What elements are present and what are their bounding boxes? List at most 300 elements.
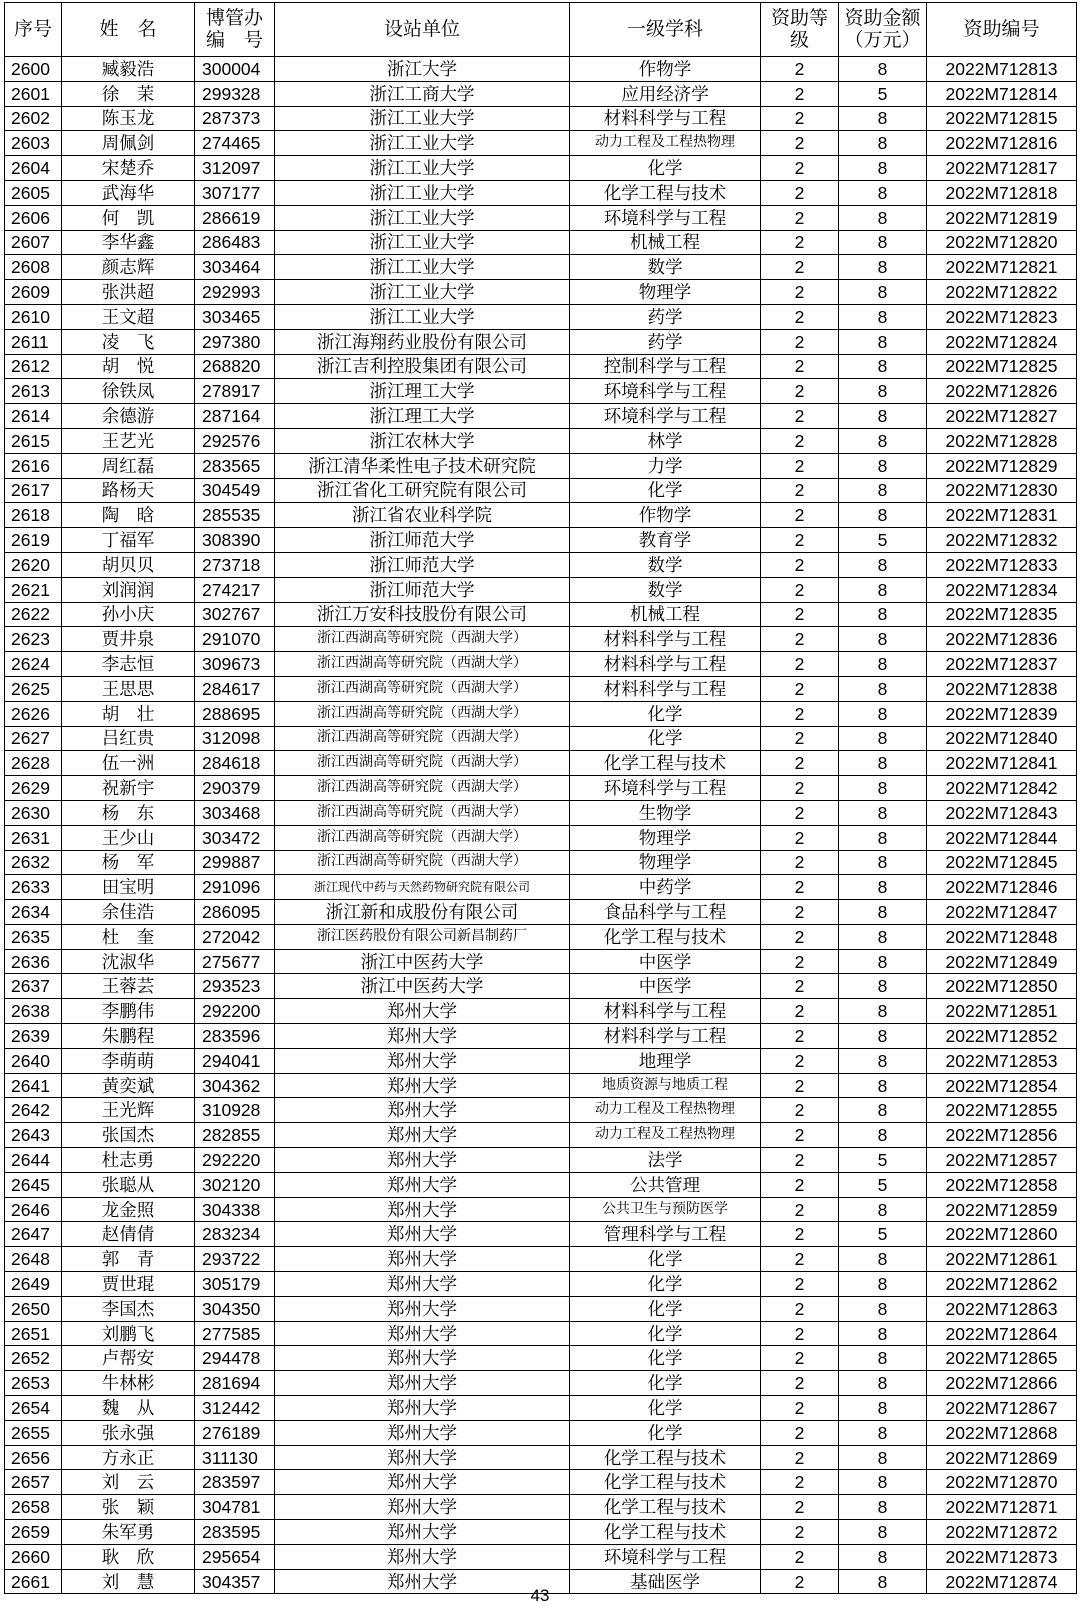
name-cell: 田宝明 (62, 875, 195, 900)
code-cell: 2022M712855 (927, 1098, 1077, 1123)
id-cell: 283234 (195, 1222, 275, 1247)
amount-cell: 8 (839, 602, 927, 627)
table-row (5, 924, 1077, 949)
discipline-cell: 环境科学与工程 (570, 1544, 761, 1569)
discipline-cell: 教育学 (570, 528, 761, 553)
amount-cell: 8 (839, 825, 927, 850)
seq-cell: 2621 (5, 577, 62, 602)
code-cell: 2022M712826 (927, 379, 1077, 404)
id-cell: 293523 (195, 974, 275, 999)
grade-cell: 2 (761, 627, 839, 652)
discipline-cell: 化学 (570, 1247, 761, 1272)
code-cell: 2022M712844 (927, 825, 1077, 850)
code-cell: 2022M712817 (927, 156, 1077, 181)
table-row (5, 131, 1077, 156)
code-cell: 2022M712835 (927, 602, 1077, 627)
institution-cell: 浙江工业大学 (275, 280, 570, 305)
seq-cell: 2644 (5, 1148, 62, 1173)
code-cell: 2022M712822 (927, 280, 1077, 305)
table-row (5, 57, 1077, 82)
amount-cell: 5 (839, 1172, 927, 1197)
institution-cell: 郑州大学 (275, 1321, 570, 1346)
discipline-cell: 地理学 (570, 1048, 761, 1073)
grade-cell: 2 (761, 1420, 839, 1445)
amount-cell: 8 (839, 924, 927, 949)
grade-cell: 2 (761, 503, 839, 528)
id-cell: 290379 (195, 776, 275, 801)
id-cell: 304362 (195, 1073, 275, 1098)
seq-cell: 2610 (5, 304, 62, 329)
amount-cell: 8 (839, 156, 927, 181)
table-row (5, 1172, 1077, 1197)
id-cell: 282855 (195, 1123, 275, 1148)
code-cell: 2022M712846 (927, 875, 1077, 900)
seq-cell: 2630 (5, 800, 62, 825)
seq-cell: 2629 (5, 776, 62, 801)
table-row (5, 1098, 1077, 1123)
id-cell: 288695 (195, 701, 275, 726)
grade-cell: 2 (761, 1470, 839, 1495)
name-cell: 李国杰 (62, 1296, 195, 1321)
id-cell: 312098 (195, 726, 275, 751)
institution-cell: 郑州大学 (275, 1495, 570, 1520)
header-institution: 设站单位 (275, 3, 570, 57)
discipline-cell: 化学 (570, 478, 761, 503)
seq-cell: 2633 (5, 875, 62, 900)
grade-cell: 2 (761, 776, 839, 801)
institution-cell: 郑州大学 (275, 1148, 570, 1173)
table-row (5, 949, 1077, 974)
seq-cell: 2607 (5, 230, 62, 255)
discipline-cell: 动力工程及工程热物理 (570, 1123, 761, 1148)
header-row (5, 3, 1077, 57)
id-cell: 286483 (195, 230, 275, 255)
table-row (5, 1420, 1077, 1445)
institution-cell: 浙江省农业科学院 (275, 503, 570, 528)
seq-cell: 2616 (5, 453, 62, 478)
grade-cell: 2 (761, 1321, 839, 1346)
name-cell: 陶 晗 (62, 503, 195, 528)
table-row (5, 230, 1077, 255)
grade-cell: 2 (761, 949, 839, 974)
code-cell: 2022M712868 (927, 1420, 1077, 1445)
code-cell: 2022M712815 (927, 106, 1077, 131)
id-cell: 268820 (195, 354, 275, 379)
code-cell: 2022M712848 (927, 924, 1077, 949)
id-cell: 312097 (195, 156, 275, 181)
table-row (5, 1321, 1077, 1346)
amount-cell: 8 (839, 1123, 927, 1148)
amount-cell: 8 (839, 701, 927, 726)
code-cell: 2022M712837 (927, 652, 1077, 677)
id-cell: 311130 (195, 1445, 275, 1470)
table-row (5, 1346, 1077, 1371)
grade-cell: 2 (761, 924, 839, 949)
name-cell: 杨 军 (62, 850, 195, 875)
seq-cell: 2606 (5, 205, 62, 230)
table-row (5, 1470, 1077, 1495)
name-cell: 贾井泉 (62, 627, 195, 652)
name-cell: 王思思 (62, 676, 195, 701)
grade-cell: 2 (761, 1148, 839, 1173)
code-cell: 2022M712818 (927, 180, 1077, 205)
id-cell: 304338 (195, 1197, 275, 1222)
amount-cell: 8 (839, 776, 927, 801)
seq-cell: 2636 (5, 949, 62, 974)
amount-cell: 8 (839, 1569, 927, 1594)
id-cell: 292576 (195, 428, 275, 453)
name-cell: 李萌萌 (62, 1048, 195, 1073)
amount-cell: 8 (839, 453, 927, 478)
code-cell: 2022M712819 (927, 205, 1077, 230)
institution-cell: 郑州大学 (275, 1222, 570, 1247)
name-cell: 朱鹏程 (62, 1024, 195, 1049)
code-cell: 2022M712865 (927, 1346, 1077, 1371)
grade-cell: 2 (761, 701, 839, 726)
amount-cell: 8 (839, 552, 927, 577)
seq-cell: 2619 (5, 528, 62, 553)
table-row (5, 329, 1077, 354)
amount-cell: 8 (839, 329, 927, 354)
id-cell: 292200 (195, 999, 275, 1024)
table-row (5, 1396, 1077, 1421)
id-cell: 309673 (195, 652, 275, 677)
amount-cell: 8 (839, 1544, 927, 1569)
institution-cell: 郑州大学 (275, 1024, 570, 1049)
table-row (5, 304, 1077, 329)
amount-cell: 8 (839, 1470, 927, 1495)
discipline-cell: 林学 (570, 428, 761, 453)
id-cell: 273718 (195, 552, 275, 577)
seq-cell: 2612 (5, 354, 62, 379)
id-cell: 303468 (195, 800, 275, 825)
seq-cell: 2658 (5, 1495, 62, 1520)
id-cell: 285535 (195, 503, 275, 528)
code-cell: 2022M712821 (927, 255, 1077, 280)
grade-cell: 2 (761, 354, 839, 379)
code-cell: 2022M712870 (927, 1470, 1077, 1495)
name-cell: 沈淑华 (62, 949, 195, 974)
id-cell: 304357 (195, 1569, 275, 1594)
institution-cell: 浙江西湖高等研究院（西湖大学） (275, 652, 570, 677)
id-cell: 294041 (195, 1048, 275, 1073)
grade-cell: 2 (761, 1172, 839, 1197)
amount-cell: 5 (839, 528, 927, 553)
code-cell: 2022M712867 (927, 1396, 1077, 1421)
id-cell: 302120 (195, 1172, 275, 1197)
amount-cell: 8 (839, 1371, 927, 1396)
table-row (5, 1247, 1077, 1272)
name-cell: 颜志辉 (62, 255, 195, 280)
code-cell: 2022M712862 (927, 1272, 1077, 1297)
discipline-cell: 力学 (570, 453, 761, 478)
name-cell: 牛林彬 (62, 1371, 195, 1396)
discipline-cell: 化学 (570, 1296, 761, 1321)
name-cell: 张 颖 (62, 1495, 195, 1520)
institution-cell: 浙江工业大学 (275, 131, 570, 156)
id-cell: 275677 (195, 949, 275, 974)
grade-cell: 2 (761, 1371, 839, 1396)
table-row (5, 974, 1077, 999)
institution-cell: 浙江师范大学 (275, 528, 570, 553)
name-cell: 刘鹏飞 (62, 1321, 195, 1346)
name-cell: 胡 悦 (62, 354, 195, 379)
discipline-cell: 材料科学与工程 (570, 999, 761, 1024)
name-cell: 胡贝贝 (62, 552, 195, 577)
institution-cell: 浙江工业大学 (275, 255, 570, 280)
seq-cell: 2642 (5, 1098, 62, 1123)
discipline-cell: 中医学 (570, 974, 761, 999)
table-row (5, 1445, 1077, 1470)
code-cell: 2022M712853 (927, 1048, 1077, 1073)
id-cell: 291096 (195, 875, 275, 900)
name-cell: 张聪从 (62, 1172, 195, 1197)
institution-cell: 浙江新和成股份有限公司 (275, 900, 570, 925)
id-cell: 303465 (195, 304, 275, 329)
discipline-cell: 化学 (570, 1371, 761, 1396)
id-cell: 292993 (195, 280, 275, 305)
discipline-cell: 化学 (570, 726, 761, 751)
name-cell: 刘润润 (62, 577, 195, 602)
amount-cell: 8 (839, 354, 927, 379)
id-cell: 295654 (195, 1544, 275, 1569)
institution-cell: 郑州大学 (275, 1470, 570, 1495)
amount-cell: 8 (839, 57, 927, 82)
discipline-cell: 中药学 (570, 875, 761, 900)
table-row (5, 577, 1077, 602)
name-cell: 卢帮安 (62, 1346, 195, 1371)
name-cell: 余佳浩 (62, 900, 195, 925)
institution-cell: 浙江西湖高等研究院（西湖大学） (275, 800, 570, 825)
table-row (5, 1148, 1077, 1173)
discipline-cell: 物理学 (570, 825, 761, 850)
seq-cell: 2641 (5, 1073, 62, 1098)
institution-cell: 浙江西湖高等研究院（西湖大学） (275, 850, 570, 875)
id-cell: 304549 (195, 478, 275, 503)
discipline-cell: 物理学 (570, 850, 761, 875)
code-cell: 2022M712857 (927, 1148, 1077, 1173)
amount-cell: 8 (839, 428, 927, 453)
seq-cell: 2655 (5, 1420, 62, 1445)
id-cell: 304781 (195, 1495, 275, 1520)
institution-cell: 浙江大学 (275, 57, 570, 82)
seq-cell: 2623 (5, 627, 62, 652)
table-row (5, 1272, 1077, 1297)
discipline-cell: 生物学 (570, 800, 761, 825)
table-row (5, 255, 1077, 280)
institution-cell: 郑州大学 (275, 1544, 570, 1569)
code-cell: 2022M712838 (927, 676, 1077, 701)
code-cell: 2022M712861 (927, 1247, 1077, 1272)
name-cell: 李志恒 (62, 652, 195, 677)
amount-cell: 5 (839, 1148, 927, 1173)
table-row (5, 428, 1077, 453)
institution-cell: 浙江省化工研究院有限公司 (275, 478, 570, 503)
id-cell: 294478 (195, 1346, 275, 1371)
id-cell: 287373 (195, 106, 275, 131)
id-cell: 283565 (195, 453, 275, 478)
code-cell: 2022M712816 (927, 131, 1077, 156)
table-row (5, 1197, 1077, 1222)
seq-cell: 2646 (5, 1197, 62, 1222)
name-cell: 周红磊 (62, 453, 195, 478)
code-cell: 2022M712874 (927, 1569, 1077, 1594)
amount-cell: 5 (839, 1222, 927, 1247)
amount-cell: 8 (839, 676, 927, 701)
institution-cell: 浙江工业大学 (275, 230, 570, 255)
name-cell: 路杨天 (62, 478, 195, 503)
discipline-cell: 化学 (570, 701, 761, 726)
id-cell: 304350 (195, 1296, 275, 1321)
name-cell: 杜志勇 (62, 1148, 195, 1173)
discipline-cell: 动力工程及工程热物理 (570, 1098, 761, 1123)
grade-cell: 2 (761, 1495, 839, 1520)
table-row (5, 1371, 1077, 1396)
amount-cell: 8 (839, 1247, 927, 1272)
name-cell: 孙小庆 (62, 602, 195, 627)
institution-cell: 浙江西湖高等研究院（西湖大学） (275, 776, 570, 801)
code-cell: 2022M712824 (927, 329, 1077, 354)
code-cell: 2022M712825 (927, 354, 1077, 379)
id-cell: 284617 (195, 676, 275, 701)
discipline-cell: 控制科学与工程 (570, 354, 761, 379)
discipline-cell: 环境科学与工程 (570, 776, 761, 801)
grade-cell: 2 (761, 428, 839, 453)
code-cell: 2022M712852 (927, 1024, 1077, 1049)
name-cell: 杜 奎 (62, 924, 195, 949)
amount-cell: 8 (839, 726, 927, 751)
code-cell: 2022M712871 (927, 1495, 1077, 1520)
institution-cell: 郑州大学 (275, 1247, 570, 1272)
amount-cell: 8 (839, 1346, 927, 1371)
grade-cell: 2 (761, 478, 839, 503)
grade-cell: 2 (761, 404, 839, 429)
code-cell: 2022M712827 (927, 404, 1077, 429)
seq-cell: 2617 (5, 478, 62, 503)
grade-cell: 2 (761, 1123, 839, 1148)
institution-cell: 郑州大学 (275, 1098, 570, 1123)
name-cell: 徐 茉 (62, 81, 195, 106)
institution-cell: 浙江西湖高等研究院（西湖大学） (275, 676, 570, 701)
amount-cell: 8 (839, 379, 927, 404)
name-cell: 杨 东 (62, 800, 195, 825)
id-cell: 274465 (195, 131, 275, 156)
seq-cell: 2653 (5, 1371, 62, 1396)
id-cell: 284618 (195, 751, 275, 776)
amount-cell: 8 (839, 1495, 927, 1520)
code-cell: 2022M712842 (927, 776, 1077, 801)
name-cell: 赵倩倩 (62, 1222, 195, 1247)
table-row (5, 652, 1077, 677)
id-cell: 286095 (195, 900, 275, 925)
table-row (5, 404, 1077, 429)
seq-cell: 2635 (5, 924, 62, 949)
grade-cell: 2 (761, 850, 839, 875)
institution-cell: 郑州大学 (275, 1172, 570, 1197)
seq-cell: 2650 (5, 1296, 62, 1321)
code-cell: 2022M712858 (927, 1172, 1077, 1197)
seq-cell: 2626 (5, 701, 62, 726)
id-cell: 287164 (195, 404, 275, 429)
id-cell: 305179 (195, 1272, 275, 1297)
institution-cell: 郑州大学 (275, 1420, 570, 1445)
discipline-cell: 数学 (570, 255, 761, 280)
table-row (5, 528, 1077, 553)
amount-cell: 8 (839, 1272, 927, 1297)
amount-cell: 8 (839, 304, 927, 329)
seq-cell: 2620 (5, 552, 62, 577)
table-row (5, 106, 1077, 131)
id-cell: 297380 (195, 329, 275, 354)
discipline-cell: 数学 (570, 552, 761, 577)
id-cell: 307177 (195, 180, 275, 205)
seq-cell: 2657 (5, 1470, 62, 1495)
amount-cell: 8 (839, 974, 927, 999)
name-cell: 臧毅浩 (62, 57, 195, 82)
institution-cell: 浙江工业大学 (275, 304, 570, 329)
seq-cell: 2611 (5, 329, 62, 354)
name-cell: 余德游 (62, 404, 195, 429)
code-cell: 2022M712828 (927, 428, 1077, 453)
seq-cell: 2618 (5, 503, 62, 528)
table-row (5, 999, 1077, 1024)
institution-cell: 郑州大学 (275, 999, 570, 1024)
grade-cell: 2 (761, 180, 839, 205)
code-cell: 2022M712829 (927, 453, 1077, 478)
amount-cell: 8 (839, 1321, 927, 1346)
amount-cell: 8 (839, 949, 927, 974)
seq-cell: 2656 (5, 1445, 62, 1470)
table-row (5, 701, 1077, 726)
name-cell: 祝新宇 (62, 776, 195, 801)
grade-cell: 2 (761, 1296, 839, 1321)
grade-cell: 2 (761, 453, 839, 478)
code-cell: 2022M712814 (927, 81, 1077, 106)
institution-cell: 郑州大学 (275, 1048, 570, 1073)
discipline-cell: 法学 (570, 1148, 761, 1173)
amount-cell: 8 (839, 205, 927, 230)
discipline-cell: 药学 (570, 304, 761, 329)
header-discipline: 一级学科 (570, 3, 761, 57)
institution-cell: 郑州大学 (275, 1073, 570, 1098)
code-cell: 2022M712863 (927, 1296, 1077, 1321)
table-row (5, 1048, 1077, 1073)
name-cell: 丁福军 (62, 528, 195, 553)
grade-cell: 2 (761, 751, 839, 776)
name-cell: 龙金照 (62, 1197, 195, 1222)
grade-cell: 2 (761, 676, 839, 701)
discipline-cell: 公共卫生与预防医学 (570, 1197, 761, 1222)
amount-cell: 8 (839, 106, 927, 131)
seq-cell: 2631 (5, 825, 62, 850)
code-cell: 2022M712839 (927, 701, 1077, 726)
grade-cell: 2 (761, 205, 839, 230)
seq-cell: 2627 (5, 726, 62, 751)
discipline-cell: 材料科学与工程 (570, 106, 761, 131)
grade-cell: 2 (761, 1520, 839, 1545)
seq-cell: 2640 (5, 1048, 62, 1073)
grade-cell: 2 (761, 1247, 839, 1272)
amount-cell: 8 (839, 503, 927, 528)
name-cell: 李华鑫 (62, 230, 195, 255)
institution-cell: 浙江理工大学 (275, 379, 570, 404)
code-cell: 2022M712823 (927, 304, 1077, 329)
amount-cell: 8 (839, 1445, 927, 1470)
grade-cell: 2 (761, 577, 839, 602)
grade-cell: 2 (761, 602, 839, 627)
code-cell: 2022M712833 (927, 552, 1077, 577)
code-cell: 2022M712860 (927, 1222, 1077, 1247)
